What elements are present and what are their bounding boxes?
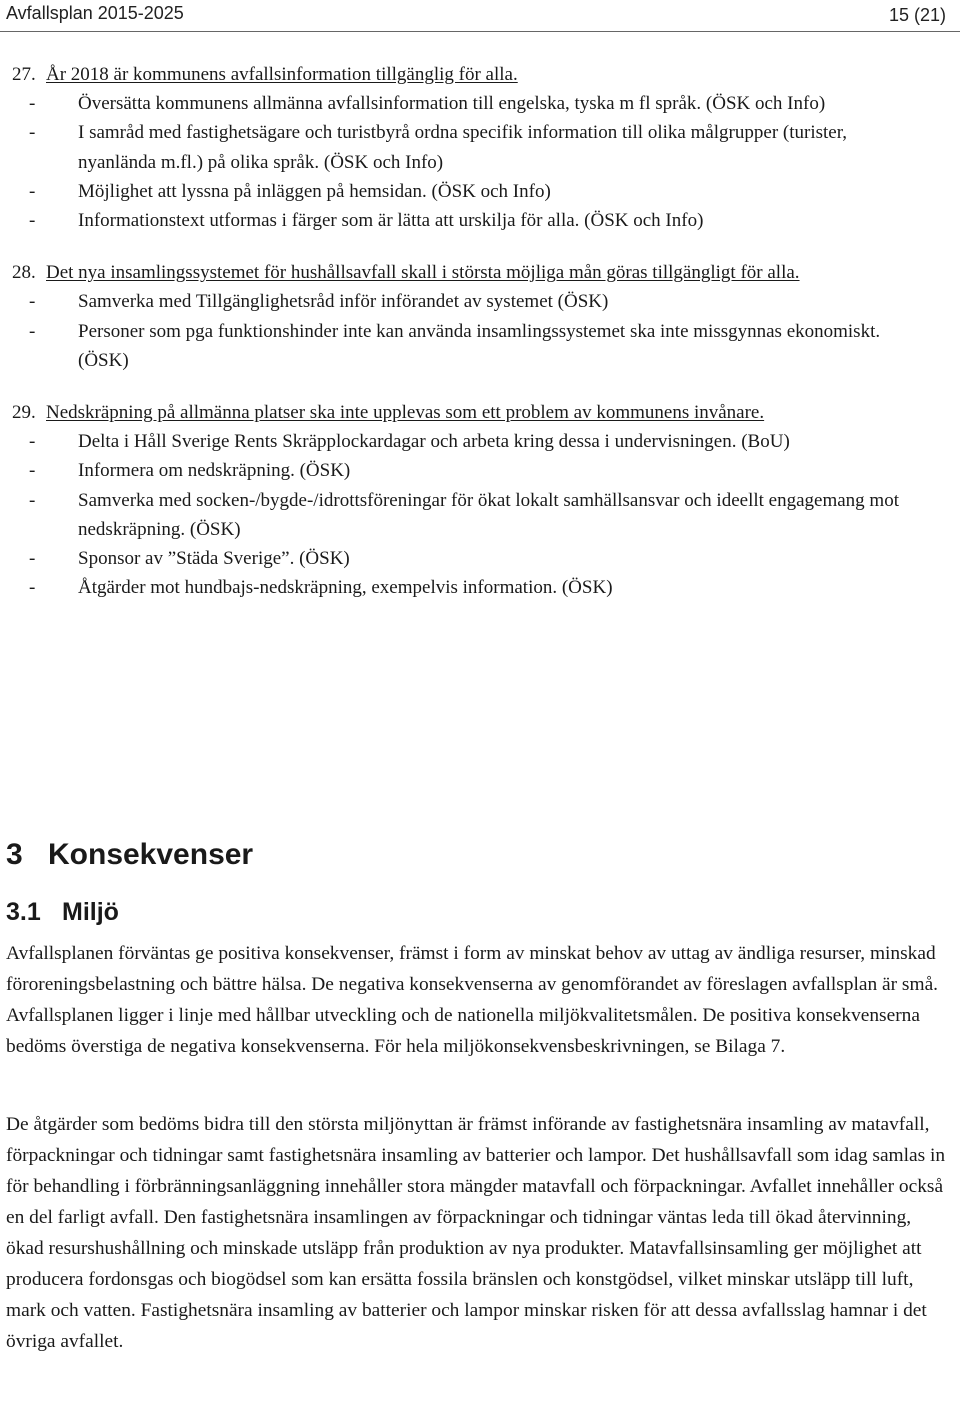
goal-heading [12, 60, 912, 89]
dash-bullet: - [29, 460, 36, 482]
action-item [12, 206, 912, 235]
dash-bullet: - [29, 180, 36, 202]
section-number: 3 [6, 838, 23, 871]
subsection-title: Miljö [62, 898, 119, 926]
dash-bullet: - [29, 431, 36, 453]
goal-title: Det nya insamlingssystemet för hushållsavfall skall i största möjliga mån göras tillgängligt för alla. [46, 262, 800, 284]
dash-bullet: - [29, 291, 36, 313]
page-header [0, 0, 960, 34]
body-paragraph: Avfallsplanen förväntas ge positiva konsekvenser, främst i form av minskat behov av uttag av ändliga resurser, minskad föroreningsbelastning och bättre hälsa. De negativa konsekvenserna av genomförandet av föreslagen avfallsplan är små. Avfallsplanen ligger i linje med hållbar utveckling och de nationella miljökvalitetsmålen. De positiva konsekvenserna bedöms överstiga de negativa konsekvenserna. För hela miljökonsekvensbeskrivningen, se Bilaga 7. [6, 943, 939, 1057]
action-text: Personer som pga funktionshinder inte kan använda insamlingssystemet ska inte missgynnas ekonomiskt. (ÖSK) [78, 320, 881, 371]
goal-heading [12, 398, 912, 427]
action-list [12, 427, 912, 602]
action-item [12, 317, 912, 375]
action-item [12, 573, 912, 602]
goal-number: 28. [12, 262, 36, 284]
goal-number: 27. [12, 64, 36, 85]
dash-bullet: - [29, 577, 36, 599]
subsection-number: 3.1 [6, 898, 41, 926]
dash-bullet: - [29, 320, 36, 342]
goal-heading [12, 258, 912, 287]
action-item [12, 456, 912, 485]
goal-title: År 2018 är kommunens avfallsinformation tillgänglig för alla. [46, 64, 518, 85]
action-text: I samråd med fastighetsägare och turistbyrå ordna specifik information till olika målgrupper (turister, nyanlända m.fl.) på olika språk. (ÖSK och Info) [78, 122, 848, 173]
body-paragraph: De åtgärder som bedöms bidra till den största miljönyttan är främst införande av fastighetsnära insamling av matavfall, förpackningar och tidningar samt fastighetsnära insamling av batterier och lampor. Det hushållsavfall som idag samlas in för behandling i förbränningsanläggning innehåller stora mängder matavfall och förpackningar. Avfallet innehåller också en del farligt avfall. Den fastighetsnära insamlingen av förpackningar och tidningar väntas leda till ökad återvinning, ökad resurshushållning och minskade utsläpp från produktion av nya produkter. Matavfallsinsamling ger möjlighet att producera fordonsgas och biogödsel som kan ersätta fossila bränslen och konstgödsel, vilket minskar utsläpp till luft, mark och vatten. Fastighetsnära insamling av batterier och lampor minskar risken för att dessa avfallsslag hamnar i det övriga avfallet. [6, 1114, 946, 1352]
dash-bullet: - [29, 93, 36, 115]
action-text: Åtgärder mot hundbajs-nedskräpning, exempelvis information. (ÖSK) [78, 577, 613, 599]
action-text: Samverka med Tillgänglighetsråd inför införandet av systemet (ÖSK) [78, 291, 609, 313]
subsection-heading [6, 898, 119, 927]
goal-27 [12, 60, 912, 235]
dash-bullet: - [29, 489, 36, 511]
action-text: Översätta kommunens allmänna avfallsinformation till engelska, tyska m fl språk. (ÖSK och Info) [78, 93, 826, 115]
action-item [12, 89, 912, 118]
goal-title: Nedskräpning på allmänna platser ska inte upplevas som ett problem av kommunens invånare. [46, 402, 765, 424]
section-title: Konsekvenser [48, 838, 254, 871]
goal-29 [12, 398, 912, 602]
header-document-title: Avfallsplan 2015-2025 [6, 3, 184, 23]
header-page-number: 15 (21) [888, 5, 946, 25]
action-item [12, 544, 912, 573]
action-text: Informationstext utformas i färger som är lätta att urskilja för alla. (ÖSK och Info) [78, 210, 704, 232]
action-text: Informera om nedskräpning. (ÖSK) [78, 460, 351, 482]
goals-list [12, 60, 912, 625]
goal-number: 29. [12, 402, 36, 424]
action-text: Delta i Håll Sverige Rents Skräpplockardagar och arbeta kring dessa i undervisningen. (BoU) [78, 431, 790, 453]
action-item [12, 177, 912, 206]
section-heading [6, 838, 253, 872]
dash-bullet: - [29, 210, 36, 232]
goal-28 [12, 258, 912, 375]
dash-bullet: - [29, 548, 36, 570]
action-text: Sponsor av ”Städa Sverige”. (ÖSK) [78, 548, 350, 570]
action-text: Möjlighet att lyssna på inläggen på hemsidan. (ÖSK och Info) [78, 180, 551, 202]
action-item [12, 427, 912, 456]
action-item [12, 486, 912, 544]
dash-bullet: - [29, 122, 36, 144]
header-divider [0, 31, 960, 32]
action-text: Samverka med socken-/bygde-/idrottsföreningar för ökat lokalt samhällsansvar och ideellt engagemang mot nedskräpning. (ÖSK) [78, 489, 899, 540]
action-list [12, 287, 912, 375]
action-item [12, 287, 912, 316]
action-item [12, 118, 912, 176]
action-list [12, 89, 912, 235]
